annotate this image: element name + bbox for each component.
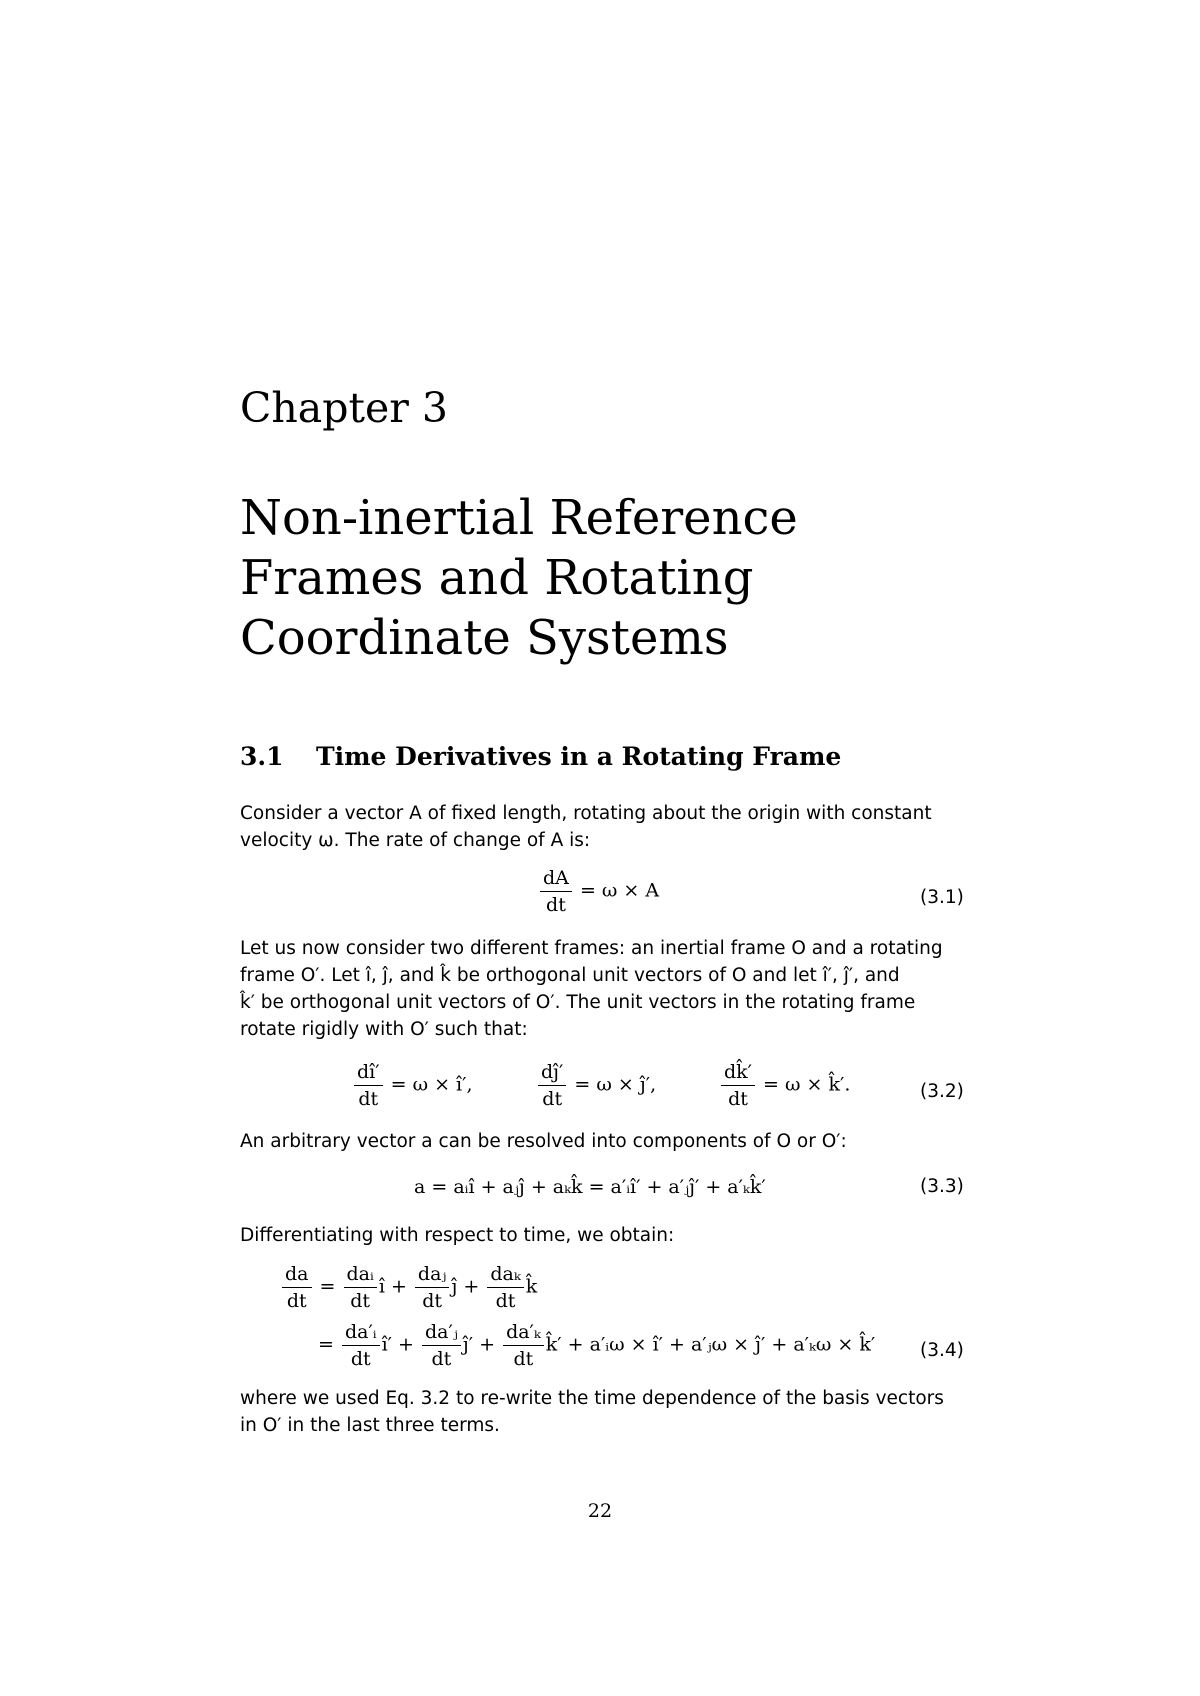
equation-3-4-line-1 [280,1262,537,1313]
paragraph-intro [240,800,968,854]
text-line: in O′ in the last three terms. [240,1415,500,1436]
fraction [540,866,572,917]
fraction [422,1320,461,1371]
section-heading [240,742,841,771]
paragraph-conclusion [240,1385,968,1439]
text-line: Consider a vector A of fixed length, rotating about the origin with constant [240,803,932,824]
paragraph-differentiating [240,1222,968,1249]
equation-term: k̂ [525,1275,538,1298]
fraction-numerator: dî′ [354,1060,383,1086]
equation-rhs: = ω × k̂′. [763,1073,851,1096]
fraction [354,1060,383,1111]
chapter-title [240,488,1000,668]
chapter-label: Chapter 3 [240,384,448,432]
fraction-denominator: dt [286,1290,307,1312]
fraction [344,1262,377,1313]
fraction [342,1320,380,1371]
fraction-denominator: dt [546,894,566,916]
equation-3-3: a = aᵢî + aⱼĵ + aₖk̂ = a′ᵢî′ + a′ⱼĵ′ + a′ₖk̂′ [414,1176,766,1198]
equation-rhs: = ω × ĵ′, [574,1073,657,1096]
text-line: velocity ω. The rate of change of A is: [240,830,591,851]
section-title: Time Derivatives in a Rotating Frame [316,742,842,771]
fraction-numerator: daⱼ [415,1262,450,1288]
fraction-numerator: daₖ [487,1262,523,1288]
equation-term: î + [378,1275,407,1298]
fraction [721,1060,755,1111]
paragraph-frames [240,935,968,1043]
fraction-numerator: da′ⱼ [422,1320,461,1346]
equation-number: (3.1) [920,887,964,908]
equation-term: k̂′ + a′ᵢω × î′ + a′ⱼω × ĵ′ + a′ₖω × k̂′ [545,1333,876,1356]
equals-sign: = [318,1333,334,1356]
fraction-denominator: dt [728,1088,748,1110]
text-line: where we used Eq. 3.2 to re-write the time dependence of the basis vectors [240,1388,944,1409]
chapter-title-line: Coordinate Systems [240,610,729,666]
fraction [415,1262,450,1313]
equation-3-4-line-2 [318,1320,875,1371]
equation-term: ĵ′ + [462,1333,496,1356]
equation-number: (3.3) [920,1176,964,1197]
fraction [282,1262,312,1313]
chapter-title-line: Non-inertial Reference [240,490,798,546]
text-line: Let us now consider two different frames: an inertial frame O and a rotating [240,938,943,959]
equation-term: ĵ + [451,1275,480,1298]
fraction [538,1060,566,1111]
text-line: Differentiating with respect to time, we obtain: [240,1225,675,1246]
equation-3-2-part [352,1060,473,1111]
equation-3-1 [538,866,659,917]
fraction-denominator: dt [422,1290,443,1312]
page-number: 22 [587,1500,613,1522]
equation-number: (3.2) [920,1081,964,1102]
paragraph-components [240,1128,968,1155]
fraction-denominator: dt [542,1088,563,1110]
text-line: An arbitrary vector a can be resolved into components of O or O′: [240,1131,847,1152]
text-line: k̂′ be orthogonal unit vectors of O′. The unit vectors in the rotating frame [240,992,916,1013]
equation-3-2-part [536,1060,656,1111]
equation-number: (3.4) [920,1340,964,1361]
fraction-numerator: dA [540,866,572,892]
fraction [503,1320,544,1371]
fraction-denominator: dt [431,1348,452,1370]
fraction-numerator: da [282,1262,312,1288]
equation-rhs: = ω × î′, [390,1073,473,1096]
fraction-denominator: dt [350,1290,371,1312]
fraction-denominator: dt [358,1088,379,1110]
equation-3-2-part [719,1060,850,1111]
fraction-numerator: daᵢ [344,1262,377,1288]
fraction-denominator: dt [495,1290,516,1312]
fraction-numerator: dk̂′ [721,1060,755,1086]
fraction-denominator: dt [350,1348,371,1370]
equals-sign: = [319,1275,336,1298]
fraction-denominator: dt [513,1348,534,1370]
fraction [487,1262,523,1313]
section-number: 3.1 [240,742,284,771]
fraction-numerator: dĵ′ [538,1060,566,1086]
equation-term: î′ + [381,1333,414,1356]
fraction-numerator: da′ᵢ [342,1320,380,1346]
text-line: frame O′. Let î, ĵ, and k̂ be orthogonal unit vectors of O and let î′, ĵ′, and [240,965,900,986]
chapter-title-line: Frames and Rotating [240,550,754,606]
equation-rhs: = ω × A [579,879,660,902]
fraction-numerator: da′ₖ [503,1320,544,1346]
text-line: rotate rigidly with O′ such that: [240,1019,528,1040]
